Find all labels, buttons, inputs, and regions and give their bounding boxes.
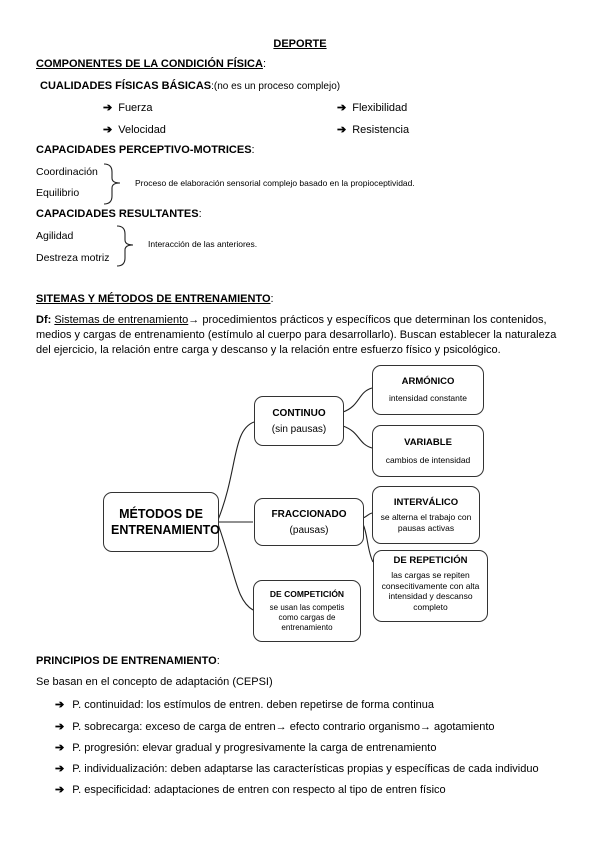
node-repeticion-title: DE REPETICIÓN xyxy=(393,555,468,566)
principle-text: P. individualización: deben adaptarse las características propias y específicas de cada individuo xyxy=(72,763,539,775)
resultant-item-agilidad: Agilidad xyxy=(36,230,74,242)
link-main-continuo xyxy=(218,422,254,520)
basic-qualities-note: :(no es un proceso complejo) xyxy=(211,81,341,92)
perceptive-description: Proceso de elaboración sensorial complejo basado en la propioceptividad. xyxy=(135,178,415,188)
bracket-resultant xyxy=(117,226,133,266)
systems-heading-text: SITEMAS Y MÉTODOS DE ENTRENAMIENTO xyxy=(36,293,271,305)
node-variable-desc: cambios de intensidad xyxy=(385,454,471,465)
resultant-heading-colon: : xyxy=(198,208,202,220)
node-armonico xyxy=(372,365,484,415)
node-variable-title: VARIABLE xyxy=(404,436,452,448)
node-intervalico xyxy=(372,486,480,544)
node-continuo-desc: (sin pausas) xyxy=(271,423,327,435)
principle-item xyxy=(55,741,436,754)
principle-text: P. progresión: elevar gradual y progresivamente la carga de entrenamiento xyxy=(72,742,437,754)
principle-item xyxy=(55,762,539,775)
perceptive-item-equilibrio: Equilibrio xyxy=(36,187,80,199)
arrow-icon: ➔ xyxy=(103,124,113,136)
node-fraccionado-title: FRACCIONADO xyxy=(271,508,347,520)
principle-item xyxy=(55,720,495,733)
node-repeticion-desc: las cargas se repiten consecitivamente con alta intensidad y descanso completo xyxy=(381,570,480,612)
basic-item-label: Velocidad xyxy=(118,124,166,136)
principle-item xyxy=(55,783,446,796)
basic-qualities-title: CUALIDADES FÍSICAS BÁSICAS xyxy=(40,80,212,92)
perceptive-item-coordinacion: Coordinación xyxy=(36,166,98,178)
basic-item-label: Flexibilidad xyxy=(352,102,408,114)
principle-text: P. continuidad: los estímulos de entren. deben repetirse de forma continua xyxy=(72,699,435,711)
node-armonico-desc: intensidad constante xyxy=(389,393,467,404)
node-competicion-title: DE COMPETICIÓN xyxy=(269,589,345,599)
principles-heading-colon: : xyxy=(216,655,220,667)
arrow-icon: ➔ xyxy=(103,102,113,114)
link-fraccionado-intervalico xyxy=(363,513,372,518)
principle-text: P. especificidad: adaptaciones de entren con respecto al tipo de entren físico xyxy=(72,784,446,796)
node-main-title: MÉTODOS DE ENTRENAMIENTO xyxy=(111,507,220,537)
arrow-icon: ➔ xyxy=(55,699,65,711)
node-continuo-title: CONTINUO xyxy=(272,407,326,419)
node-competicion-desc: se usan las competis como cargas de entrenamiento xyxy=(269,603,345,632)
definition-term: Sistemas de entrenamiento xyxy=(54,314,189,326)
arrow-icon: ➔ xyxy=(337,102,347,114)
perceptive-heading-colon: : xyxy=(251,144,255,156)
node-metodos-entrenamiento xyxy=(103,492,219,552)
arrow-icon: ➔ xyxy=(55,763,65,775)
node-armonico-title: ARMÓNICO xyxy=(401,376,455,388)
basic-item-label: Resistencia xyxy=(352,124,410,136)
arrow-icon: ➔ xyxy=(337,124,347,136)
basic-item-label: Fuerza xyxy=(118,102,153,114)
node-fraccionado-desc: (pausas) xyxy=(289,524,329,536)
components-heading-colon: : xyxy=(262,58,266,70)
node-continuo xyxy=(254,396,344,446)
principles-intro: Se basan en el concepto de adaptación (CEPSI) xyxy=(36,676,273,688)
systems-heading-colon: : xyxy=(270,293,274,305)
components-heading-text: COMPONENTES DE LA CONDICIÓN FÍSICA xyxy=(36,58,263,70)
arrow-icon: ➔ xyxy=(55,742,65,754)
link-continuo-variable xyxy=(343,426,372,448)
node-variable xyxy=(372,425,484,477)
arrow-icon: ➔ xyxy=(55,784,65,796)
principles-heading xyxy=(36,655,220,667)
bracket-perceptive xyxy=(104,164,120,204)
resultant-description: Interacción de las anteriores. xyxy=(148,239,258,249)
node-fraccionado xyxy=(254,498,364,546)
principle-text: P. sobrecarga: exceso de carga de entren→ efecto contrario organismo→ agotamiento xyxy=(72,721,495,733)
principle-item xyxy=(55,698,434,711)
principles-heading-text: PRINCIPIOS DE ENTRENAMIENTO xyxy=(36,655,217,667)
node-competicion xyxy=(253,580,361,642)
resultant-heading-text: CAPACIDADES RESULTANTES xyxy=(36,208,199,220)
definition-text: → procedimientos prácticos y específicos que determinan los contenidos, medios y cargas de entrenamiento (estímulo al cuerpo para desarrollarlo). Buscan establecer la naturaleza del ejercicio, la relación entre carga y descanso y la relación entre esfuerzo físico y psicológico. xyxy=(36,314,557,356)
node-intervalico-title: INTERVÁLICO xyxy=(393,497,459,508)
link-continuo-armonico xyxy=(343,388,372,412)
link-main-competicion xyxy=(218,524,253,610)
resultant-item-destreza: Destreza motriz xyxy=(36,252,110,264)
perceptive-heading-text: CAPACIDADES PERCEPTIVO-MOTRICES xyxy=(36,144,252,156)
node-intervalico-desc: se alterna el trabajo con pausas activas xyxy=(380,512,472,533)
definition-label: Df: xyxy=(36,314,52,326)
page-title: DEPORTE xyxy=(273,38,327,50)
node-repeticion xyxy=(373,550,488,622)
arrow-icon: ➔ xyxy=(55,721,65,733)
